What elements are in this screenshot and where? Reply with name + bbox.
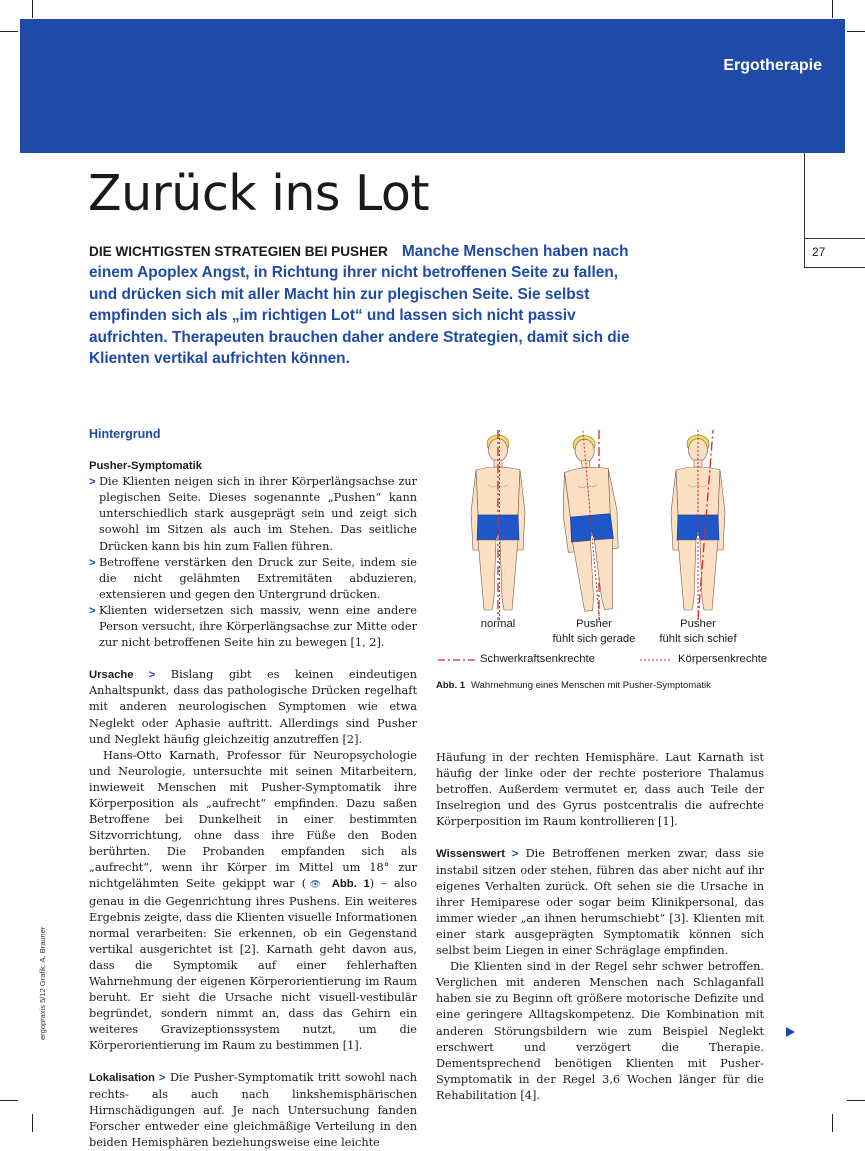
figure-label-line: fühlt sich gerade [552,633,636,645]
crop-mark [832,1114,833,1132]
paragraph-text: Bislang gibt es keinen eindeutigen Anhaltspunkt, dass das pathologische Drücken regelhaft mit anderen neurologischen Symptomen wie etwa Neglekt oder Aphasie auftritt. Allerdings sind Pusher und Neglekt häufig gleichzeitig anzutreffen [2]. [89,668,417,746]
continue-arrow-icon[interactable] [786,1027,795,1037]
figure-label-line: fühlt sich schief [659,633,737,645]
lead-text: Manche Menschen haben nach einem Apoplex Angst, in Richtung ihrer nicht betroffenen Seite zu fallen, und drücken sich mit aller Macht hin zur plegischen Seite. Sie selbst empfinden sich als „im richtigen Lot“ und lassen sich nicht passiv aufrichten. Therapeuten brauchen daher andere Strategien, damit sich die Klienten vertikal aufrichten können. [89,243,630,368]
figure-pusher-perception [436,425,766,695]
runin-wissenswert [436,848,518,860]
crop-mark [0,1100,18,1101]
crop-mark [0,31,18,32]
crop-mark [32,1114,33,1132]
paragraph-text: Die Pusher-Symptomatik tritt sowohl nach rechts- als auch nach linkshemisphärischen Hirnschädigungen auf. Je nach Untersuchung fanden Forscher entweder eine gleichmäßige Verteilung in den beiden Hemisphären beziehungsweise eine leichte [89,1071,418,1149]
eye-icon: 👁 [306,880,325,891]
lead-kicker: DIE WICHTIGSTEN STRATEGIEN BEI PUSHER [89,244,388,259]
subheading-pusher-symptomatik: Pusher-Symptomatik [89,460,202,473]
figure-label-line: normal [480,618,516,630]
figure-person-pusher-straight [556,428,626,622]
header-band [20,19,845,153]
column-left [89,426,417,1151]
paragraph-text: Hans-Otto Karnath, Professor für Neuropsychologie und Neurologie, untersuchte mit seinen Mitarbeitern, inwieweit Menschen mit Pusher-Symptomatik ihre Körperposition als „aufrecht“ empfinden. Dazu saßen Betroffene bei Dunkelheit in einer bestimmten Sitzvorrichtung, ohne dass ihre Füße den Boden berührten. Die Probanden empfanden sich als „aufrecht“, wenn ihr Körper im Mittel um 18° zur nichtgelähmten Seite gekippt war ( [89,748,417,891]
figure-label-line: Pusher [576,618,612,630]
figure-label-line: Pusher [680,618,716,630]
legend-gravity-label: Schwerkraftsenkrechte [480,653,595,665]
legend-body-label: Körpersenkrechte [678,653,768,665]
runin-label: Wissenswert [436,848,505,861]
bullet-arrow-icon: > [89,604,96,617]
bullet-text: Betroffene verstärken den Druck zur Seite, indem sie die nicht gelähmten Extremitäten abduzieren, extensieren und gegen den Untergrund drücken. [99,555,417,601]
paragraph-text: Die Betroffenen merken zwar, dass sie instabil sitzen oder stehen, führen das aber nicht auf ihr eigenes Verhalten zurück. Oft sehen sie die Ursache in ihrer Hemiparese oder sogar beim Klinikpersonal, das immer wieder „an ihnen herumschiebt“ [3]. Klienten mit einer stark ausgeprägten Symptomatik können sich selbst beim Liegen in einer Schräglage empfinden. [436,847,765,958]
paragraph-text: ) – also genau in die Gegenrichtung ihres Pushens. Ein weiteres Ergebnis zeigte, dass die Klienten visuelle Informationen normal verarbeiten: Sie erkennen, ob ein Gegenstand vertikal ausgerichtet ist [2]. Karnath geht davon aus, dass die Symptomik auf einer fehlerhaften Wahrnehmung der eigenen Körperorientierung im Raum beruht. Er sieht die Ursache nicht visuell-vestibulär begründet, sondern nimmt an, dass das Gehirn ein weiteres Gravizeptionssystem nutzt, um die Körperorientierung im Raum zu bestimmen [1]. [89,877,417,1053]
figure-reference-link[interactable]: Abb. 1 [331,878,370,891]
crop-mark [832,0,833,18]
runin-arrow-icon: > [148,669,156,682]
paragraph-continuation: Häufung in der rechten Hemisphäre. Laut Karnath ist häufig der linke oder der rechte posteriore Thalamus betroffen. Außerdem vermutet er, dass auch Teile der Inselregion und des Gyrus postcentralis die aufrechte Körperposition im Raum kontrollieren [1]. [436,751,764,829]
bullet-text: Die Klienten neigen sich in ihrer Körperlängsachse zur plegischen Seite. Dieses sogenannte „Pushen“ kann unterschiedlich stark ausgeprägt sein und zeigt sich sowohl im Sitzen als auch im Stehen. Das seitliche Drücken kann bis hin zum Fallen führen. [99,475,417,553]
figure-label [458,617,538,632]
page-number: 27 [812,245,826,259]
side-credit: ergopraxis 5/12 Grafik: A. Brauner [38,926,47,1040]
section-label: Ergotherapie [723,57,822,74]
crop-mark [32,0,33,18]
bullet-item [89,474,417,554]
section-heading-hintergrund: Hintergrund [89,427,161,441]
column-right [436,750,764,1104]
figure-person-normal [471,430,525,620]
paragraph-ursache [89,667,417,747]
paragraph-lokalisation [89,1070,417,1150]
page-title: Zurück ins Lot [88,165,430,222]
paragraph-klienten: Die Klienten sind in der Regel sehr schwer betroffen. Verglichen mit anderen Menschen nach Schlaganfall haben sie zu Beginn oft größere motorische Defizite und eine geringere Alltagskompetenz. Die Kombination mit anderen Störungsbildern wie zum Beispiel Neglekt erschwert und verzögert die Therapie. Dementsprechend benötigen Klienten mit Pusher-Symptomatik in der Regel 3,6 Wochen länger für die Rehabilitation [4]. [436,960,764,1102]
figure-caption [436,680,711,691]
runin-label: Ursache [89,669,134,682]
bullet-item [89,603,417,651]
bullet-text: Klienten widersetzen sich massiv, wenn eine andere Person versucht, ihre Körperlängsachse zur Mitte oder zur nicht betroffenen Seite hin zu bewegen [1, 2]. [99,603,417,650]
caption-text: Wahrnehmung eines Menschen mit Pusher-Symptomatik [471,680,711,691]
paragraph-karnath [89,748,417,1055]
crop-mark [847,31,865,32]
paragraph-wissenswert [436,846,764,959]
bullet-arrow-icon: > [89,556,96,569]
runin-arrow-icon: > [511,848,519,861]
figure-person-pusher-tilted [671,430,725,620]
page-number-rule [804,238,865,239]
bullet-arrow-icon: > [89,476,96,489]
figure-label [544,617,644,647]
lead-paragraph [89,241,649,369]
figure-label [648,617,748,647]
bullet-item [89,555,417,603]
runin-lokalisation [89,1072,166,1084]
crop-mark [847,1100,865,1101]
caption-number: Abb. 1 [436,680,466,691]
runin-ursache [89,669,155,681]
runin-label: Lokalisation [89,1072,155,1085]
page-number-rule [804,153,805,267]
runin-arrow-icon: > [158,1072,166,1085]
page-number-rule [804,267,865,268]
